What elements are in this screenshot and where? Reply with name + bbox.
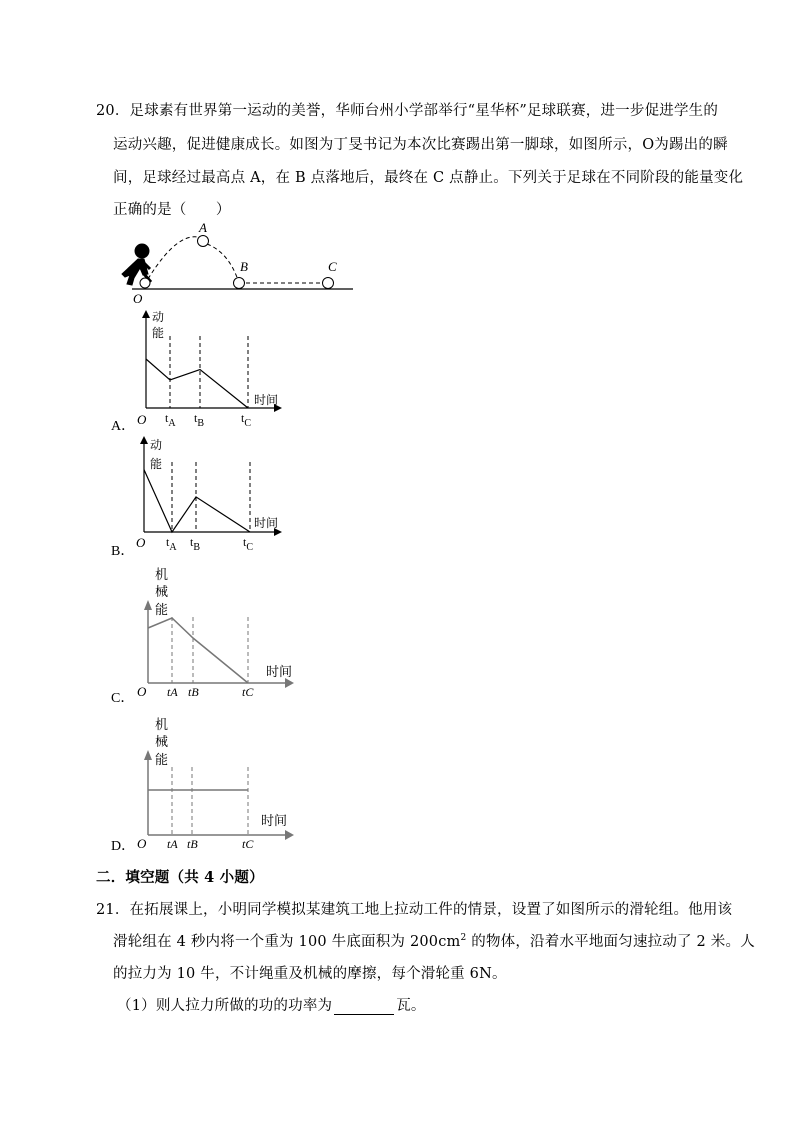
tick-b: tB — [187, 837, 198, 851]
y-label-1: 动 — [152, 310, 165, 324]
y-label-3: 能 — [155, 602, 169, 617]
option-b-label[interactable]: B． — [111, 544, 135, 559]
option-c-label[interactable]: C． — [111, 691, 135, 706]
tick-b: $t_B$ — [194, 411, 205, 429]
x-arrow — [285, 678, 294, 688]
q21-line3: 的拉力为 10 牛，不计绳重及机械的摩擦，每个滑轮重 6N。 — [113, 966, 507, 982]
tick-c: $t_C$ — [241, 411, 252, 429]
ball-at-c — [323, 278, 334, 289]
y-arrow — [140, 436, 148, 444]
series-line — [146, 359, 248, 408]
trajectory-down — [207, 244, 238, 280]
label-b: B — [240, 259, 248, 274]
x-label: 时间 — [254, 516, 279, 530]
chart-option-a — [128, 306, 298, 430]
option-a-label[interactable]: A． — [111, 419, 136, 434]
y-arrow — [142, 310, 150, 318]
chart-option-c — [128, 562, 303, 702]
y-arrow — [144, 600, 152, 610]
option-d-label[interactable]: D． — [111, 839, 136, 854]
q21-line2: 滑轮组在 4 秒内将一个重为 100 牛底面积为 $200cm^2$ 的物体，沿着水平地面匀速拉动了 2 米。人 — [113, 933, 755, 950]
q21-sub1: （1）则人拉力所做的功的功率为 瓦。 — [117, 998, 426, 1014]
tick-a: $t_A$ — [166, 535, 177, 553]
ball-at-o — [140, 278, 150, 288]
section-title: 二．填空题（共 4 小题） — [96, 869, 264, 886]
answer-blank[interactable] — [334, 1000, 394, 1015]
tick-c: tC — [242, 685, 254, 699]
y-label-1: 机 — [155, 567, 169, 582]
label-o: O — [133, 291, 143, 306]
series-line — [144, 470, 250, 532]
x-label: 时间 — [261, 813, 288, 828]
tick-c: $t_C$ — [243, 535, 254, 553]
tick-b: tB — [188, 685, 199, 699]
tick-a: tA — [167, 837, 178, 851]
tick-a: tA — [167, 685, 178, 699]
x-label: 时间 — [254, 393, 279, 407]
y-label-2: 械 — [155, 584, 169, 599]
q21-line1: 21．在拓展课上，小明同学模拟某建筑工地上拉动工件的情景，设置了如图所示的滑轮组。他用该 — [96, 902, 733, 918]
origin-label: O — [137, 684, 147, 699]
tick-c: tC — [242, 837, 254, 851]
y-label-2: 能 — [150, 457, 163, 471]
q20-line3: 间，足球经过最高点 A，在 B 点落地后，最终在 C 点静止。下列关于足球在不同阶段的能量变化 — [113, 170, 744, 186]
chart-option-d — [128, 712, 303, 852]
series-line — [148, 618, 248, 683]
y-arrow — [144, 750, 152, 760]
y-label-1: 动 — [150, 438, 163, 452]
kick-scene-diagram — [110, 222, 360, 306]
origin-label: O — [137, 836, 147, 851]
x-arrow — [285, 830, 294, 840]
origin-label: O — [137, 412, 147, 427]
trajectory-up — [148, 237, 204, 279]
ball-at-b — [234, 278, 245, 289]
origin-label: O — [136, 535, 146, 550]
ball-at-a — [198, 236, 209, 247]
y-label-2: 械 — [155, 734, 169, 749]
tick-b: $t_B$ — [190, 535, 201, 553]
x-label: 时间 — [266, 664, 293, 679]
chart-option-b — [128, 432, 298, 556]
tick-a: $t_A$ — [165, 411, 176, 429]
y-label-3: 能 — [155, 752, 169, 767]
q20-line2: 运动兴趣，促进健康成长。如图为丁旻书记为本次比赛踢出第一脚球，如图所示，O为踢出的瞬 — [113, 137, 728, 153]
label-c: C — [328, 259, 337, 274]
y-label-1: 机 — [155, 717, 169, 732]
y-label-2: 能 — [152, 326, 165, 340]
q20-line4: 正确的是（ ） — [113, 202, 231, 218]
label-a: A — [199, 222, 207, 235]
q20-line1: 20．足球素有世界第一运动的美誉，华师台州小学部举行“星华杯”足球联赛，进一步促进学生的 — [96, 103, 719, 119]
